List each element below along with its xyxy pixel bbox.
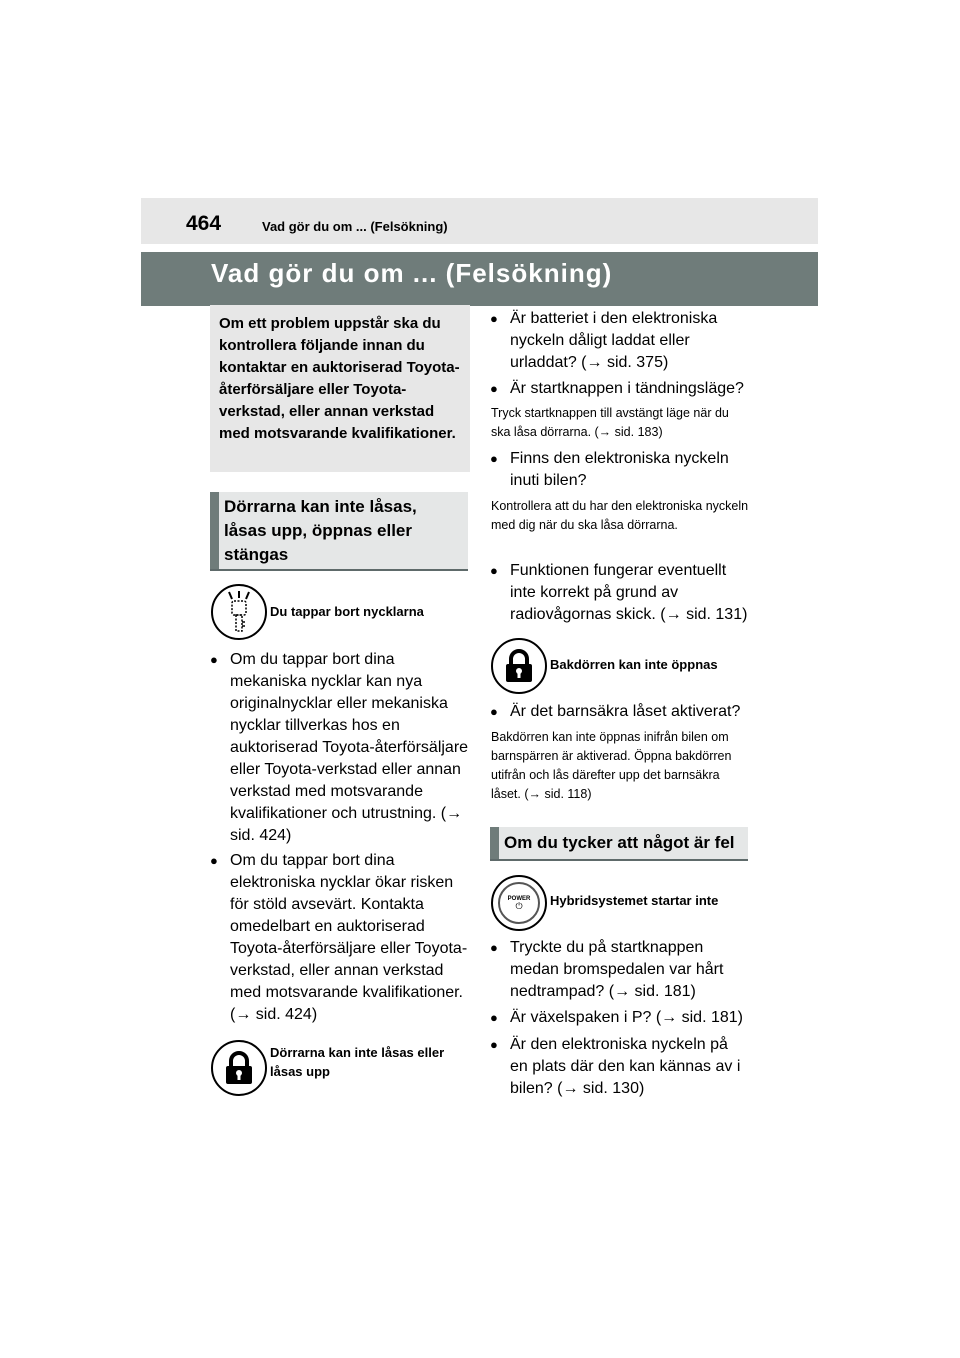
list-item: ● Om du tappar bort dina elektroniska nycklar ökar risken för stöld avsevärt. Kontakta omedelbart en auktoriserad Toyota-återförsäljare eller Toyota-verkstad, eller annan verkstad med motsvarande kvalifikationer. (→ sid. 424) bbox=[210, 850, 470, 1026]
list-item: ● Är batteriet i den elektroniska nyckeln dåligt laddat eller urladdat? (→ sid. 375) bbox=[490, 308, 750, 374]
list-item: ● Är startknappen i tändningsläge? bbox=[490, 378, 770, 400]
lock-icon bbox=[491, 638, 547, 694]
list-item: ● Är det barnsäkra låset aktiverat? bbox=[490, 701, 770, 723]
section-heading-doors bbox=[210, 492, 468, 571]
note-text: Tryck startknappen till avstängt läge när du ska låsa dörrarna. (→ sid. 183) bbox=[491, 406, 729, 439]
list-item: ● Finns den elektroniska nyckeln inuti bilen? bbox=[490, 448, 750, 492]
power-icon: ⏻ bbox=[515, 900, 523, 911]
note-text: Bakdörren kan inte öppnas inifrån bilen om barnspärren är aktiverad. Öppna bakdörren utifrån och lås därefter upp det barnsäkra låset. (→ sid. 118) bbox=[491, 730, 732, 801]
key-icon bbox=[211, 584, 267, 640]
power-button-icon bbox=[491, 875, 547, 931]
list-item: ● Tryckte du på startknappen medan bromspedalen var hårt nedtrampad? (→ sid. 181) bbox=[490, 937, 750, 1003]
intro-text: Om ett problem uppstår ska du kontrollera följande innan du kontaktar en auktoriserad Toyota-återförsäljare eller Toyota-verkstad, eller annan verkstad med motsvarande kvalifikationer. bbox=[219, 315, 460, 442]
page-title: Vad gör du om ... (Felsökning) bbox=[211, 258, 613, 288]
header-bar bbox=[141, 198, 818, 244]
cannot-lock-label: Dörrarna kan inte låsas eller låsas upp bbox=[270, 1045, 445, 1079]
list-item: ● Är den elektroniska nyckeln på en plats där den kan kännas av i bilen? (→ sid. 130) bbox=[490, 1034, 750, 1100]
list-item: ● Är växelspaken i P? (→ sid. 181) bbox=[490, 1007, 770, 1029]
running-title: Vad gör du om ... (Felsökning) bbox=[262, 219, 448, 234]
power-button-ring bbox=[498, 882, 540, 924]
section-heading-fault bbox=[490, 827, 748, 861]
section-heading-accent bbox=[210, 492, 219, 569]
hybrid-label: Hybridsystemet startar inte bbox=[550, 893, 719, 908]
section-heading-text: Dörrarna kan inte låsas, låsas upp, öppnas eller stängas bbox=[224, 497, 417, 564]
power-text: POWER bbox=[507, 895, 531, 902]
note-text: Kontrollera att du har den elektroniska nyckeln med dig när du ska låsa dörrarna. bbox=[491, 499, 749, 532]
list-item: ● Om du tappar bort dina mekaniska nycklar kan nya originalnycklar eller mekaniska nycklar tillverkas hos en auktoriserad Toyota-återförsäljare eller Toyota-verkstad eller annan verkstad med motsvarande kvalifikationer och utrustning. (→ sid. 424) bbox=[210, 649, 470, 847]
back-door-label: Bakdörren kan inte öppnas bbox=[550, 657, 718, 672]
list-item: ● Funktionen fungerar eventuellt inte korrekt på grund av radiovågornas skick. (→ sid. 131) bbox=[490, 560, 750, 626]
section-heading-text: Om du tycker att något är fel bbox=[504, 833, 735, 852]
section-heading-accent bbox=[490, 827, 499, 859]
lock-icon bbox=[211, 1040, 267, 1096]
page-number: 464 bbox=[186, 212, 222, 235]
lost-keys-label: Du tappar bort nycklarna bbox=[270, 604, 424, 619]
